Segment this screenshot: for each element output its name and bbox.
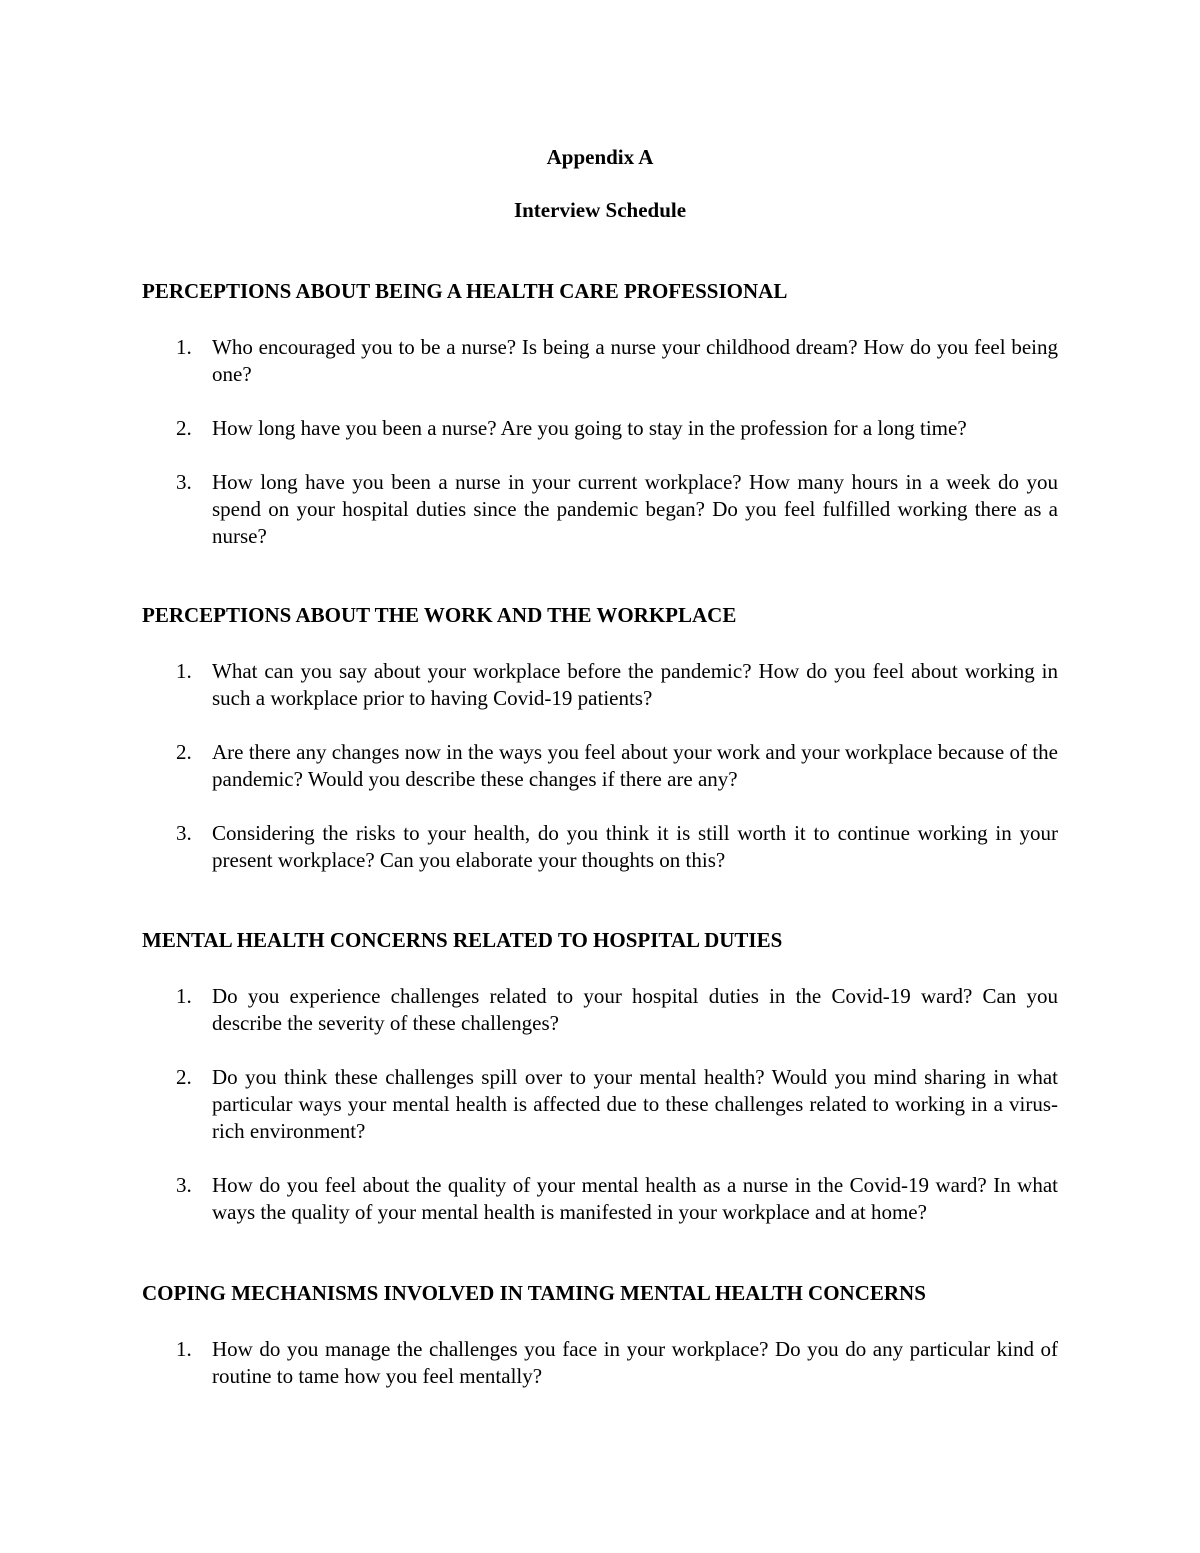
question-number: 3.: [176, 470, 192, 494]
question-number: 3.: [176, 1173, 192, 1197]
section-coping-mechanisms: [142, 1280, 1062, 1390]
question-item: [142, 1336, 1058, 1390]
question-text: Who encouraged you to be a nurse? Is being a nurse your childhood dream? How do you feel being one?: [212, 335, 1058, 386]
question-text: How long have you been a nurse? Are you going to stay in the profession for a long time?: [212, 416, 967, 440]
document-subtitle: Interview Schedule: [513, 198, 687, 222]
question-number: 3.: [176, 821, 192, 845]
section-heading: MENTAL HEALTH CONCERNS RELATED TO HOSPITAL DUTIES: [142, 928, 783, 952]
question-item: [142, 1172, 1058, 1226]
section-perceptions-health-care-professional: [142, 278, 1062, 550]
question-item: [142, 334, 1058, 388]
question-text: Do you think these challenges spill over to your mental health? Would you mind sharing in what particular ways your mental health is affected due to these challenges related to working in a virus-rich environment?: [212, 1065, 1058, 1143]
question-text: How do you manage the challenges you face in your workplace? Do you do any particular kind of routine to tame how you feel mentally?: [212, 1337, 1058, 1388]
question-text: Considering the risks to your health, do you think it is still worth it to continue working in your present workplace? Can you elaborate your thoughts on this?: [212, 821, 1058, 872]
question-text: How long have you been a nurse in your current workplace? How many hours in a week do you spend on your hospital duties since the pandemic began? Do you feel fulfilled working there as a nurse?: [212, 470, 1058, 548]
question-text: Are there any changes now in the ways you feel about your work and your workplace because of the pandemic? Would you describe these changes if there are any?: [212, 740, 1058, 791]
question-item: [142, 739, 1058, 793]
question-item: [142, 820, 1058, 874]
question-item: [142, 983, 1058, 1037]
question-list: [142, 983, 1062, 1226]
section-heading: PERCEPTIONS ABOUT BEING A HEALTH CARE PROFESSIONAL: [142, 279, 788, 303]
question-text: What can you say about your workplace before the pandemic? How do you feel about working in such a workplace prior to having Covid-19 patients?: [212, 659, 1058, 710]
section-heading: PERCEPTIONS ABOUT THE WORK AND THE WORKPLACE: [142, 603, 737, 627]
question-number: 2.: [176, 740, 192, 764]
question-text: Do you experience challenges related to your hospital duties in the Covid-19 ward? Can you describe the severity of these challenges?: [212, 984, 1058, 1035]
question-list: [142, 334, 1062, 550]
question-number: 2.: [176, 416, 192, 440]
question-text: How do you feel about the quality of your mental health as a nurse in the Covid-19 ward? In what ways the quality of your mental health is manifested in your workplace and at home?: [212, 1173, 1058, 1224]
section-heading: COPING MECHANISMS INVOLVED IN TAMING MENTAL HEALTH CONCERNS: [142, 1281, 926, 1305]
question-item: [142, 415, 1058, 442]
question-item: [142, 1064, 1058, 1145]
section-perceptions-work-workplace: [142, 602, 1062, 874]
document-title: Appendix A: [546, 145, 654, 169]
question-number: 1.: [176, 335, 192, 359]
question-item: [142, 658, 1058, 712]
question-number: 1.: [176, 984, 192, 1008]
question-list: [142, 1336, 1062, 1390]
section-mental-health-concerns: [142, 927, 1062, 1226]
question-number: 1.: [176, 1337, 192, 1361]
question-item: [142, 469, 1058, 550]
question-list: [142, 658, 1062, 874]
question-number: 2.: [176, 1065, 192, 1089]
question-number: 1.: [176, 659, 192, 683]
